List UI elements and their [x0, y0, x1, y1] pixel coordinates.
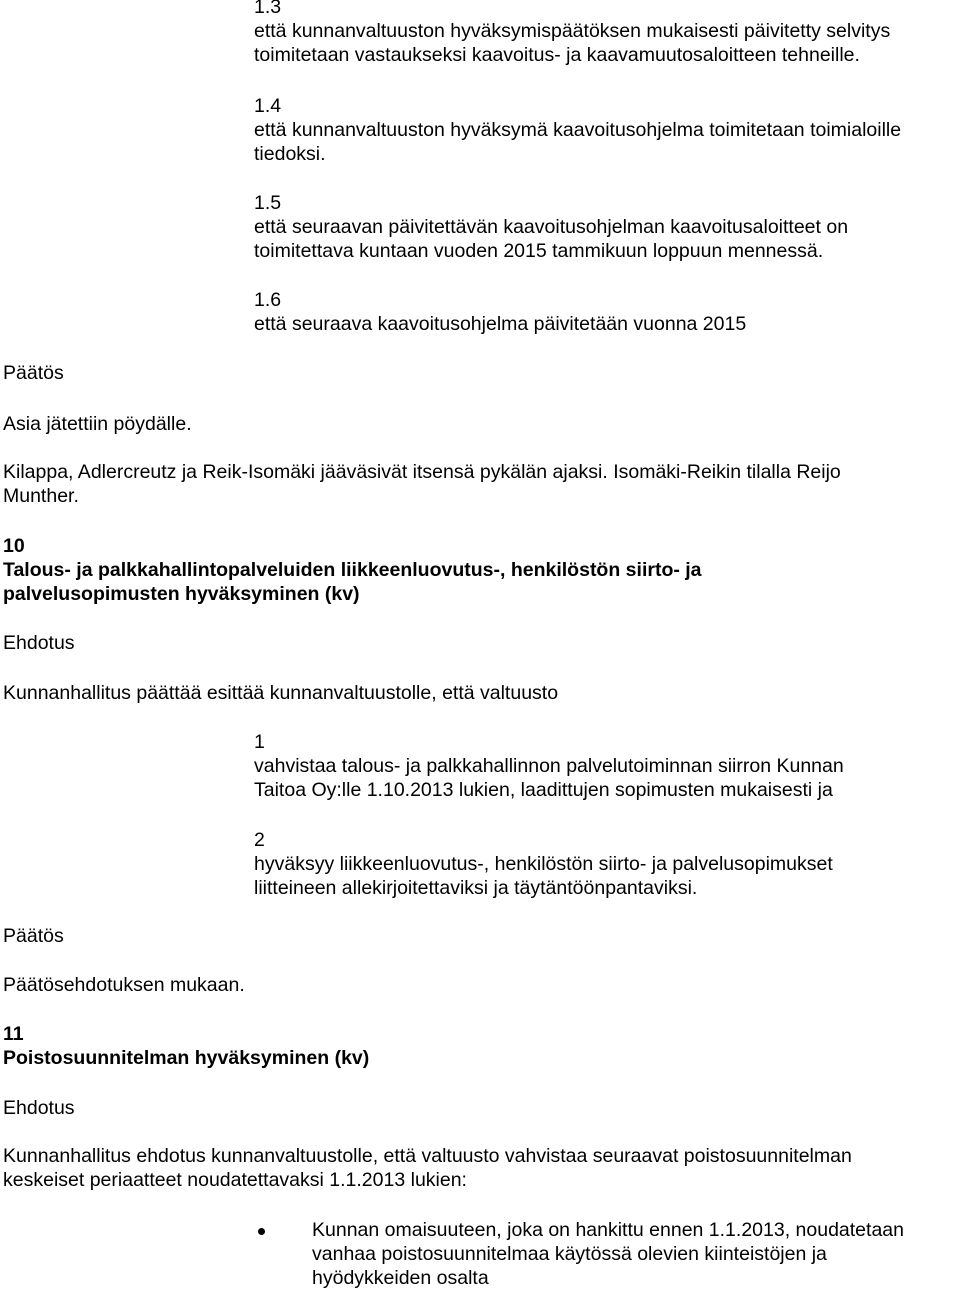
proposal-text [3, 1144, 953, 1192]
point-text-line: liitteineen allekirjoitettaviksi ja täytäntöönpantaviksi. [254, 877, 698, 899]
point-text-line: vahvistaa talous- ja palkkahallinnon palvelutoiminnan siirron Kunnan [254, 755, 844, 777]
decision-item-1-3 [254, 0, 954, 67]
decision-label: Päätös [3, 925, 64, 947]
item-number: 1.3 [254, 0, 282, 18]
item-text-line: toimitettava kuntaan vuoden 2015 tammikuun loppuun mennessä. [254, 240, 824, 262]
note-line: Kilappa, Adlercreutz ja Reik-Isomäki jääväsivät itsensä pykälän ajaksi. Isomäki-Reikin tilalla Reijo [3, 461, 841, 483]
section-title-line: Talous- ja palkkahallintopalveluiden liikkeenluovutus-, henkilöstön siirto- ja [3, 559, 702, 581]
bullet-text [312, 1218, 960, 1290]
section-10-heading [3, 534, 953, 606]
item-text-line: että kunnanvaltuuston hyväksymä kaavoitusohjelma toimitetaan toimialoille [254, 119, 902, 141]
section-11-heading [3, 1022, 953, 1070]
bullet-text-line: Kunnan omaisuuteen, joka on hankittu ennen 1.1.2013, noudatetaan [312, 1219, 904, 1241]
decision-item-1-5 [254, 191, 954, 263]
point-text-line: hyväksyy liikkeenluovutus-, henkilöstön siirto- ja palvelusopimukset [254, 853, 833, 875]
bullet-icon [258, 1228, 265, 1235]
proposal-intro: Kunnanhallitus päättää esittää kunnanvaltuustolle, että valtuusto [3, 682, 559, 704]
item-text-line: että seuraavan päivitettävän kaavoitusohjelman kaavoitusaloitteet on [254, 216, 849, 238]
proposal-text-line: keskeiset periaatteet noudatettavaksi 1.1.2013 lukien: [3, 1169, 467, 1191]
proposal-point-1 [254, 730, 954, 802]
item-text-line: toimitetaan vastaukseksi kaavoitus- ja kaavamuutosaloitteen tehneille. [254, 44, 860, 66]
section-title-line: palvelusopimusten hyväksyminen (kv) [3, 583, 360, 605]
point-text-line: Taitoa Oy:lle 1.10.2013 lukien, laadittujen sopimusten mukaisesti ja [254, 779, 833, 801]
note-line: Munther. [3, 485, 79, 507]
decision-item-1-6 [254, 288, 954, 336]
section-number: 11 [3, 1023, 24, 1045]
item-text-line: että kunnanvaltuuston hyväksymispäätöksen mukaisesti päivitetty selvitys [254, 20, 891, 42]
proposal-point-2 [254, 828, 954, 900]
section-number: 10 [3, 535, 25, 557]
point-number: 2 [254, 829, 265, 851]
decision-text: Asia jätettiin pöydälle. [3, 413, 192, 435]
item-number: 1.5 [254, 192, 282, 214]
proposal-text-line: Kunnanhallitus ehdotus kunnanvaltuustolle, että valtuusto vahvistaa seuraavat poistosuunnitelman [3, 1145, 852, 1167]
bullet-text-line: hyödykkeiden osalta [312, 1267, 489, 1289]
proposal-label: Ehdotus [3, 1097, 75, 1119]
item-text-line: että seuraava kaavoitusohjelma päivitetään vuonna 2015 [254, 313, 747, 335]
decision-label: Päätös [3, 362, 64, 384]
bullet-text-line: vanhaa poistosuunnitelmaa käytössä olevien kiinteistöjen ja [312, 1243, 827, 1265]
section-title-line: Poistosuunnitelman hyväksyminen (kv) [3, 1047, 370, 1069]
item-number: 1.6 [254, 289, 282, 311]
proposal-label: Ehdotus [3, 632, 75, 654]
disqualification-note [3, 460, 953, 508]
point-number: 1 [254, 731, 265, 753]
decision-item-1-4 [254, 94, 954, 166]
decision-text: Päätösehdotuksen mukaan. [3, 974, 245, 996]
item-text-line: tiedoksi. [254, 143, 326, 165]
item-number: 1.4 [254, 95, 282, 117]
